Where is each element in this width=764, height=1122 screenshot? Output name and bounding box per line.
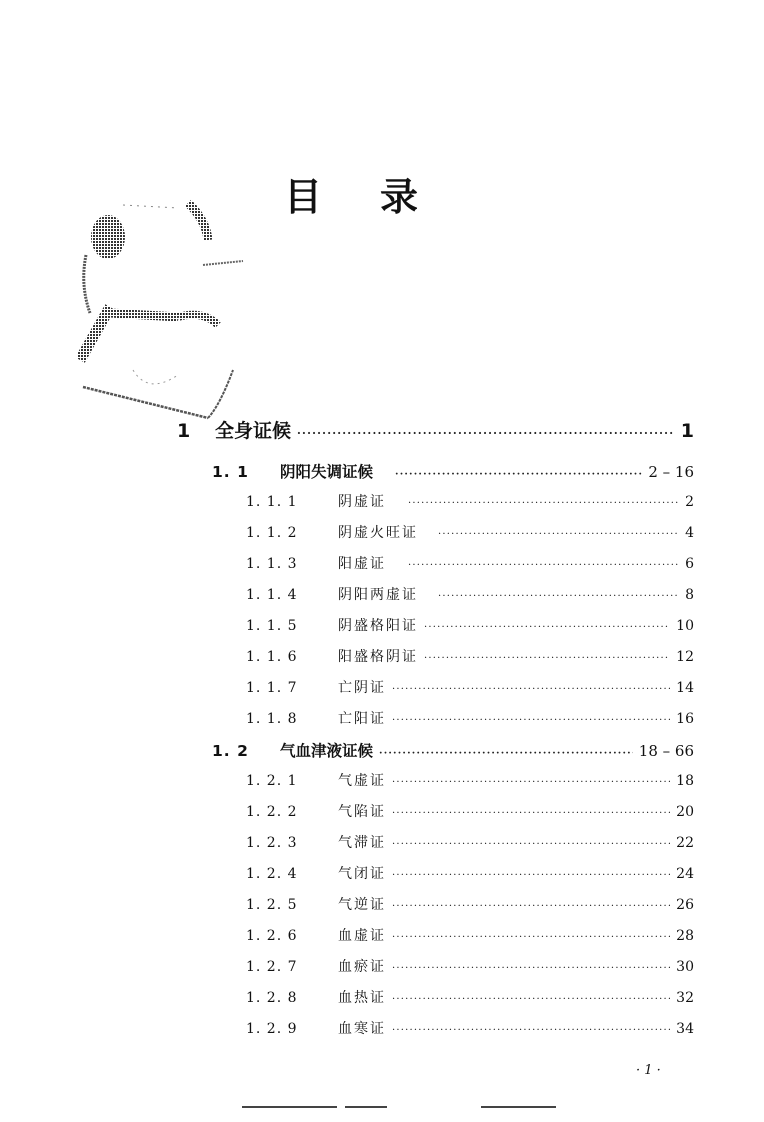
item-page: 12	[676, 649, 694, 665]
item-page: 14	[676, 680, 694, 696]
section-pages: 2 – 16	[648, 463, 694, 481]
item-number: 1. 2. 2	[246, 804, 298, 820]
section-title: 气血津液证候	[280, 742, 374, 760]
section-number: 1. 1	[212, 463, 249, 481]
item-title: 亡阴证	[338, 680, 386, 696]
toc-chapter-1[interactable]	[177, 416, 694, 443]
toc-item-1-1-4[interactable]	[246, 584, 694, 604]
item-page: 20	[676, 804, 694, 820]
item-title: 气逆证	[338, 897, 386, 913]
toc-item-1-2-5[interactable]	[246, 894, 694, 914]
item-number: 1. 2. 4	[246, 866, 298, 882]
dot-leader	[392, 839, 670, 850]
item-title: 血寒证	[338, 1021, 386, 1037]
dot-leader	[408, 498, 679, 509]
dot-leader	[392, 994, 670, 1005]
toc-section-1-1[interactable]	[212, 460, 694, 482]
item-title: 阳虚证	[338, 556, 386, 572]
title-char-2: 录	[380, 174, 419, 219]
item-number: 1. 2. 3	[246, 835, 298, 851]
item-number: 1. 2. 6	[246, 928, 298, 944]
item-number: 1. 1. 8	[246, 711, 298, 727]
item-title: 阴虚证	[338, 494, 386, 510]
item-title: 阴阳两虚证	[338, 587, 418, 603]
section-pages: 18 – 66	[638, 742, 694, 760]
item-title: 亡阳证	[338, 711, 386, 727]
toc-item-1-2-6[interactable]	[246, 925, 694, 945]
item-page: 10	[676, 618, 694, 634]
item-title: 气虚证	[338, 773, 386, 789]
dot-leader	[392, 715, 670, 726]
item-number: 1. 1. 1	[246, 494, 298, 510]
item-number: 1. 1. 7	[246, 680, 298, 696]
item-number: 1. 2. 8	[246, 990, 298, 1006]
item-title: 阴盛格阳证	[338, 618, 418, 634]
dot-leader	[424, 653, 670, 664]
chapter-title: 全身证候	[215, 420, 292, 442]
section-number: 1. 2	[212, 742, 249, 760]
dot-leader	[395, 469, 642, 480]
item-number: 1. 1. 2	[246, 525, 298, 541]
dot-leader	[392, 870, 670, 881]
dot-leader	[408, 560, 679, 571]
toc-item-1-2-3[interactable]	[246, 832, 694, 852]
item-title: 阳盛格阴证	[338, 649, 418, 665]
item-title: 气闭证	[338, 866, 386, 882]
item-page: 4	[685, 525, 694, 541]
dot-leader	[392, 684, 670, 695]
toc-item-1-1-1[interactable]	[246, 491, 694, 511]
dot-leader	[424, 622, 670, 633]
item-page: 26	[676, 897, 694, 913]
section-title: 阴阳失调证候	[280, 463, 374, 481]
item-page: 28	[676, 928, 694, 944]
item-page: 2	[685, 494, 694, 510]
item-number: 1. 1. 5	[246, 618, 298, 634]
toc-section-1-2[interactable]	[212, 739, 694, 761]
item-number: 1. 1. 3	[246, 556, 298, 572]
chapter-page: 1	[680, 420, 694, 442]
chapter-number: 1	[177, 420, 191, 442]
toc-item-1-1-5[interactable]	[246, 615, 694, 635]
item-title: 血虚证	[338, 928, 386, 944]
item-page: 22	[676, 835, 694, 851]
dot-leader	[392, 932, 670, 943]
item-page: 32	[676, 990, 694, 1006]
page-number: · 1 ·	[636, 1063, 661, 1078]
dot-leader	[392, 777, 670, 788]
dot-leader	[392, 1025, 670, 1036]
item-page: 24	[676, 866, 694, 882]
toc-item-1-2-7[interactable]	[246, 956, 694, 976]
item-number: 1. 2. 7	[246, 959, 298, 975]
scan-artifact-line	[345, 1106, 387, 1108]
toc-item-1-1-6[interactable]	[246, 646, 694, 666]
dot-leader	[392, 901, 670, 912]
toc-item-1-2-1[interactable]	[246, 770, 694, 790]
item-title: 血瘀证	[338, 959, 386, 975]
dot-leader	[438, 529, 679, 540]
item-number: 1. 2. 5	[246, 897, 298, 913]
scan-artifact-line	[481, 1106, 556, 1108]
toc-item-1-1-3[interactable]	[246, 553, 694, 573]
item-number: 1. 1. 6	[246, 649, 298, 665]
decorative-sketch-icon	[78, 175, 268, 420]
item-number: 1. 2. 1	[246, 773, 298, 789]
toc-item-1-2-9[interactable]	[246, 1018, 694, 1038]
dot-leader	[438, 591, 679, 602]
item-number: 1. 2. 9	[246, 1021, 298, 1037]
item-page: 16	[676, 711, 694, 727]
item-title: 阴虚火旺证	[338, 525, 418, 541]
toc-item-1-1-8[interactable]	[246, 708, 694, 728]
toc-item-1-2-8[interactable]	[246, 987, 694, 1007]
item-title: 气滞证	[338, 835, 386, 851]
item-page: 34	[676, 1021, 694, 1037]
item-title: 血热证	[338, 990, 386, 1006]
scan-artifact-line	[242, 1106, 337, 1108]
toc-item-1-1-2[interactable]	[246, 522, 694, 542]
item-number: 1. 1. 4	[246, 587, 298, 603]
dot-leader	[392, 963, 670, 974]
toc-item-1-2-4[interactable]	[246, 863, 694, 883]
dot-leader	[392, 808, 670, 819]
item-page: 18	[676, 773, 694, 789]
item-page: 8	[685, 587, 694, 603]
dot-leader	[297, 427, 675, 440]
item-title: 气陷证	[338, 804, 386, 820]
item-page: 30	[676, 959, 694, 975]
title-char-1: 目	[284, 174, 323, 219]
toc-item-1-2-2[interactable]	[246, 801, 694, 821]
dot-leader	[379, 748, 633, 759]
item-page: 6	[685, 556, 694, 572]
toc-item-1-1-7[interactable]	[246, 677, 694, 697]
